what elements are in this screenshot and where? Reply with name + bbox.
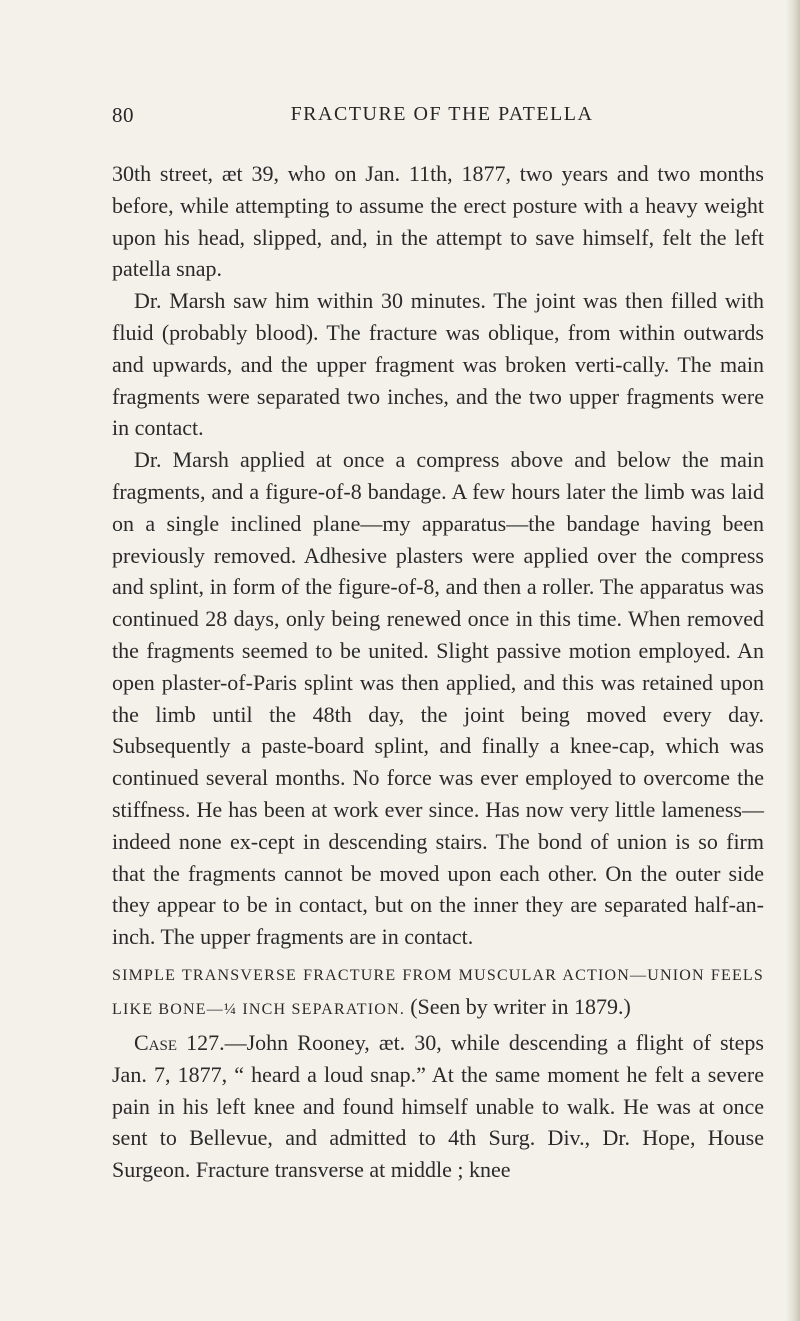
paragraph-continuation: 30th street, æt 39, who on Jan. 11th, 1877, two years and two months before, while attempting to assume the erect posture with a heavy weight upon his head, slipped, and, in the attempt to save himself, felt the left patella snap. [112, 161, 764, 282]
case-paragraph [112, 1027, 764, 1186]
section-heading-note: (Seen by writer in 1879.) [410, 993, 631, 1019]
page-edge-shadow [786, 0, 800, 1321]
case-text: —John Rooney, æt. 30, while descending a flight of steps Jan. 7, 1877, “ heard a loud snap.” At the same moment he felt a severe pain in his left knee and found himself unable to walk. He was at once sent to Bellevue, and admitted to 4th Surg. Div., Dr. Hope, House Surgeon. Fracture transverse at middle ; knee [112, 1029, 764, 1183]
running-title: FRACTURE OF THE PATELLA [290, 103, 594, 125]
case-label: Case 127. [134, 1029, 225, 1055]
paragraph-treatment-observation: Dr. Marsh saw him within 30 minutes. The joint was then filled with fluid (probably blood). The fracture was oblique, from within outwards and upwards, and the upper fragment was broken verti-cally. The main fragments were separated two inches, and the two upper fragments were in contact. [112, 288, 764, 441]
section-heading [112, 960, 764, 1025]
section-heading-text: SIMPLE TRANSVERSE FRACTURE FROM MUSCULAR ACTION—UNION FEELS LIKE BONE—¼ INCH SEPARATION. [112, 966, 764, 1018]
body-text [112, 158, 764, 1186]
page-number: 80 [112, 103, 134, 127]
paragraph-treatment-details: Dr. Marsh applied at once a compress above and below the main fragments, and a figure-of-8 bandage. A few hours later the limb was laid on a single inclined plane—my apparatus—the bandage having been previously removed. Adhesive plasters were applied over the compress and splint, in form of the figure-of-8, and then a roller. The apparatus was continued 28 days, only being renewed once in this time. When removed the fragments seemed to be united. Slight passive motion employed. An open plaster-of-Paris splint was then applied, and this was retained upon the limb until the 48th day, the joint being moved every day. Subsequently a paste-board splint, and finally a knee-cap, which was continued several months. No force was ever employed to overcome the stiffness. He has been at work ever since. Has now very little lameness—indeed none ex-cept in descending stairs. The bond of union is so firm that the fragments cannot be moved upon each other. On the outer side they appear to be in contact, but on the inner they are separated half-an-inch. The upper fragments are in contact. [112, 447, 764, 950]
running-head [112, 103, 762, 133]
